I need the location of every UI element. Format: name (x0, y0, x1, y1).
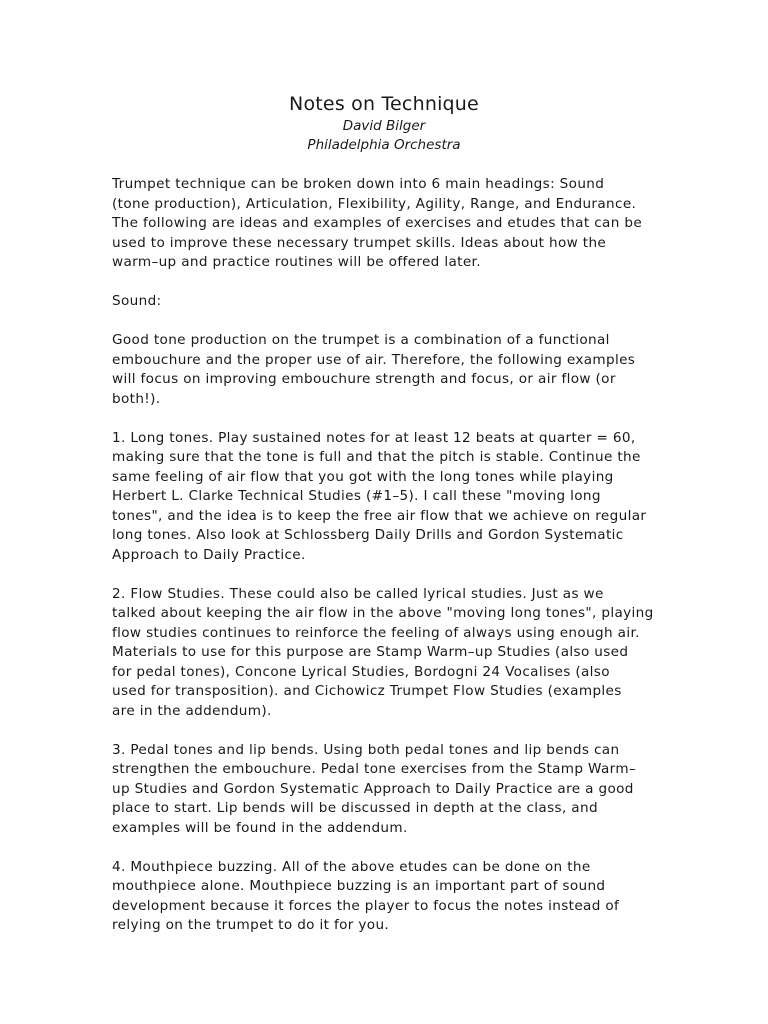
text-line: both!). (112, 390, 161, 407)
text-line: relying on the trumpet to do it for you. (112, 917, 390, 933)
text-line: tones", and the idea is to keep the free air flow that we achieve on regular (112, 507, 647, 524)
text-line: 1. Long tones. Play sustained notes for at least 12 beats at quarter = 60, (112, 429, 636, 446)
text-line: talked about keeping the air flow in the above "moving long tones", playing (112, 605, 654, 621)
text-line: used for transposition). and Cichowicz Trumpet Flow Studies (examples (112, 683, 622, 699)
text-line: development because it forces the player to focus the notes instead of (112, 897, 620, 914)
document-body (112, 175, 657, 955)
text-line: Materials to use for this purpose are Stamp Warm–up Studies (also used (112, 644, 629, 660)
intro-paragraph (112, 175, 657, 273)
text-line: strengthen the embouchure. Pedal tone exercises from the Stamp Warm– (112, 761, 637, 777)
document-author: David Bilger (342, 118, 426, 134)
text-line: 3. Pedal tones and lip bends. Using both pedal tones and lip bends can (112, 741, 620, 758)
text-line: up Studies and Gordon Systematic Approach to Daily Practice are a good (112, 780, 634, 797)
text-line: will focus on improving embouchure strength and focus, or air flow (or (112, 371, 616, 387)
text-line: used to improve these necessary trumpet skills. Ideas about how the (112, 234, 607, 251)
text-line: flow studies continues to reinforce the feeling of always using enough air. (112, 624, 640, 641)
mouthpiece-buzzing-paragraph (112, 858, 657, 936)
text-line: are in the addendum). (112, 702, 272, 719)
text-line: 2. Flow Studies. These could also be called lyrical studies. Just as we (112, 585, 604, 602)
sound-intro-paragraph (112, 331, 657, 409)
text-line: warm–up and practice routines will be offered later. (112, 254, 481, 270)
text-line: same feeling of air flow that you got with the long tones while playing (112, 468, 614, 485)
text-line: Sound: (112, 293, 162, 309)
text-line: making sure that the tone is full and that the pitch is stable. Continue the (112, 449, 641, 465)
text-line: for pedal tones), Concone Lyrical Studies, Bordogni 24 Vocalises (also (112, 663, 610, 680)
flow-studies-paragraph (112, 585, 657, 722)
document-title: Notes on Technique (289, 93, 479, 115)
text-line: embouchure and the proper use of air. Therefore, the following examples (112, 351, 636, 368)
text-line: Approach to Daily Practice. (112, 546, 306, 563)
text-line: place to start. Lip bends will be discussed in depth at the class, and (112, 800, 598, 816)
text-line: Herbert L. Clarke Technical Studies (#1–5). I call these "moving long (112, 488, 601, 504)
text-line: Good tone production on the trumpet is a combination of a functional (112, 332, 610, 348)
text-line: 4. Mouthpiece buzzing. All of the above etudes can be done on the (112, 858, 591, 875)
text-line: long tones. Also look at Schlossberg Daily Drills and Gordon Systematic (112, 527, 624, 543)
text-line: The following are ideas and examples of exercises and etudes that can be (112, 215, 643, 231)
text-line: (tone production), Articulation, Flexibility, Agility, Range, and Endurance. (112, 195, 637, 212)
long-tones-paragraph (112, 429, 657, 566)
text-line: Trumpet technique can be broken down into 6 main headings: Sound (112, 176, 605, 192)
text-line: examples will be found in the addendum. (112, 819, 408, 836)
pedal-tones-paragraph (112, 741, 657, 839)
document-affiliation: Philadelphia Orchestra (307, 137, 461, 153)
section-heading-sound (112, 292, 657, 312)
text-line: mouthpiece alone. Mouthpiece buzzing is an important part of sound (112, 878, 606, 894)
